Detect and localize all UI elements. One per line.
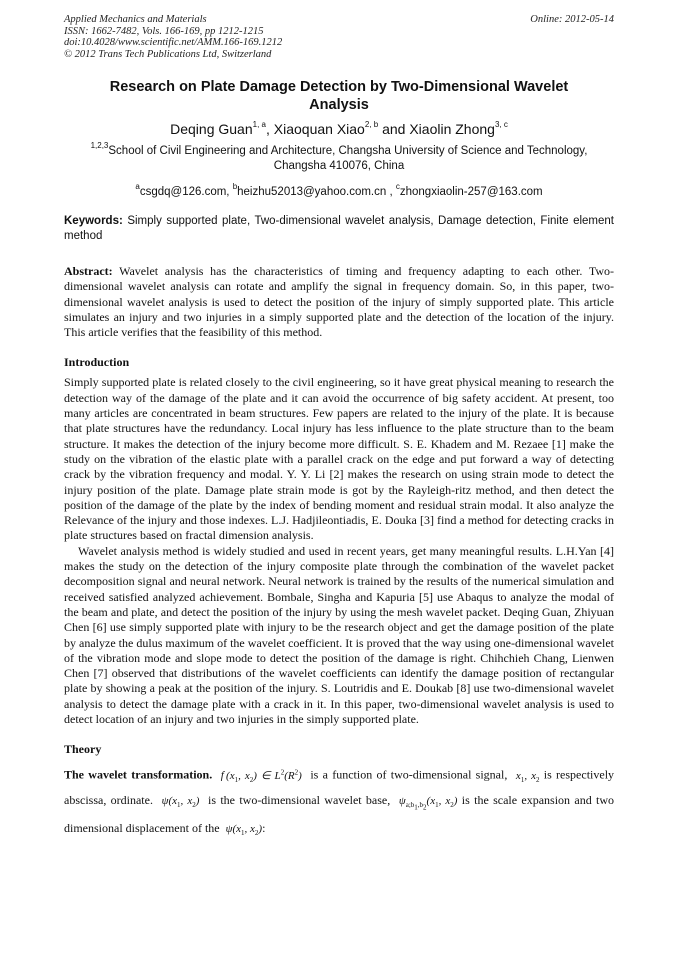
journal-name: Applied Mechanics and Materials: [64, 14, 207, 25]
theory-text: :: [262, 820, 266, 835]
affiliation: [64, 141, 614, 174]
theory-text: is a function of two-dimensional signal,: [310, 767, 508, 782]
introduction-paragraph: Simply supported plate is related closely to the civil engineering, so it have great physical meaning to research the detection way of the damage of the plate and it can avoid the occurrence of big safety accident. At present, too many articles are concentrated in beam structures. Few papers are related to the injury of the plate. It is because that plate structures have the redundancy. Local injury has less influence to the plate structure than to the beam structure. It makes the detection of the injury become more difficult. S. E. Khadem and M. Rezaee [1] make the study on the vibration of the elastic plate with a parallel crack on the edge and put forward a way of detecting crack by the vibration frequency and modal. Y. Y. Li [2] makes the research on using strain mode to detect the injury position of the plate. Damage plate strain mode is got by the Rayleigh-ritz method, and then detect the position of the damage of the plate by the index of bending moment and residual strain modal. It also analyze the Relevance of the injury and those indexes. L.J. Hadjileontiadis, E. Douka [3] find a method for detecting cracks in plate structures based on fractal dimension analysis.: [64, 375, 614, 543]
doi-line: doi:10.4028/www.scientific.net/AMM.166-169.1212: [64, 37, 283, 48]
author-name: Xiaoquan Xiao: [273, 121, 365, 137]
abstract-text: Wavelet analysis has the characteristics of timing and frequency adapting to each other. Two-dimensional wavelet analysis can rotate and amplify the signal in frequency domain. So, in this paper, two-dimensional wavelet analysis is used to detect the position of the injury of simply supported plate. This article simulates an injury and two injuries in a simply supported plate and the detection of the location of the injury. This article verifies that the feasibility of this method.: [64, 264, 614, 340]
author-affiliation-mark: 2, b: [364, 120, 379, 130]
email-mark: c: [395, 182, 400, 192]
formula-psi-base: $\psi(x_1$, $x_2$): [225, 822, 263, 837]
keywords-text: Simply supported plate, Two-dimensional wavelet analysis, Damage detection, Finite element method: [64, 215, 614, 242]
formula-x1-x2: $x_1$, $x_2$: [515, 769, 540, 785]
issn-line: ISSN: 1662-7482, Vols. 166-169, pp 1212-1215: [64, 25, 264, 37]
affiliation-text: School of Civil Engineering and Architecture, Changsha University of Science and Technology, Changsha 410076, China: [108, 145, 588, 172]
formula-args: ($x_1$, $x_2$) ∈ $L^2(R^2)$: [223, 768, 302, 785]
author-name: Xiaolin Zhong: [409, 121, 495, 137]
email-mark: a: [135, 182, 140, 192]
author-affiliation-mark: 1, a: [252, 120, 266, 130]
author-name: Deqing Guan: [170, 121, 253, 137]
online-date: Online: 2012-05-14: [530, 14, 614, 25]
introduction-paragraph: Wavelet analysis method is widely studied and used in recent years, get many meaningful results. L.H.Yan [4] makes the study on the detection of the injury composite plate through the combination of the wavelet packet decomposition signal and neural network. Neural network is trained by the results of the numerical simulation and received satisfied analyzed achievement. Bombale, Singha and Kapuria [5] use Abaqus to analyze the modal of the beam and plate, and detect the position of the injury by using the mesh wavelet packet. Deqing Guan, Zhiyuan Chen [6] use simply supported plate with injury to be the research object and get the damage position of the plate by analyze the dulus maximum of the wavelet coefficient. It is proved that the way using one-dimensional wavelet of the vibration mode and slope mode to detect the position of the damage is right. Chihchieh Chang, Lienwen Chen [7] observed that distributions of the wavelet coefficients can identify the damage position of rectangular plate by showing a peak at the position of the injury. S. Loutridis and E. Doukab [8] use two-dimensional wavelet analysis to detect the damage plate with a crack in it. In this paper, two-dimensional wavelet analysis is used to detect location of an injury and two injuries in the simply supported plate.: [64, 543, 614, 727]
email-address: zhongxiaolin-257@163.com: [399, 186, 543, 198]
theory-paragraph: [64, 762, 614, 843]
abstract-label: Abstract:: [64, 264, 113, 278]
formula-psi-scaled: $\psi_{a;b_1,b_2}(x_1$, $x_2$): [398, 795, 458, 812]
affiliation-mark: 1,2,3: [90, 141, 109, 151]
author-affiliation-mark: 3, c: [494, 120, 508, 130]
formula-f-in-l2: f: [220, 769, 224, 782]
section-heading-theory: Theory: [64, 742, 102, 757]
theory-text: is the scale expansion and two dimensional displacement of the: [64, 793, 615, 835]
run-in-heading: The wavelet transformation.: [64, 767, 213, 782]
section-heading-introduction: Introduction: [64, 355, 130, 370]
author-separator: ,: [265, 121, 274, 137]
theory-text: is the two-dimensional wavelet base,: [208, 793, 391, 808]
email-list: [64, 182, 614, 200]
keywords-label: Keywords:: [64, 215, 123, 227]
author-conjunction: and: [378, 121, 410, 137]
copyright-line: © 2012 Trans Tech Publications Ltd, Switzerland: [64, 48, 272, 60]
paper-title: Research on Plate Damage Detection by Two-Dimensional Wavelet Analysis: [109, 79, 569, 113]
abstract: [64, 264, 614, 340]
journal-header: [64, 14, 614, 60]
email-mark: b: [232, 182, 238, 192]
email-address: csgdq@126.com,: [139, 186, 233, 198]
email-address: heizhu52013@yahoo.com.cn ,: [237, 186, 396, 198]
theory-text: is respectively abscissa, ordinate.: [64, 767, 615, 808]
formula-psi: $\psi(x_1$, $x_2$): [161, 795, 200, 810]
author-list: [64, 120, 614, 138]
keywords: [64, 214, 614, 244]
